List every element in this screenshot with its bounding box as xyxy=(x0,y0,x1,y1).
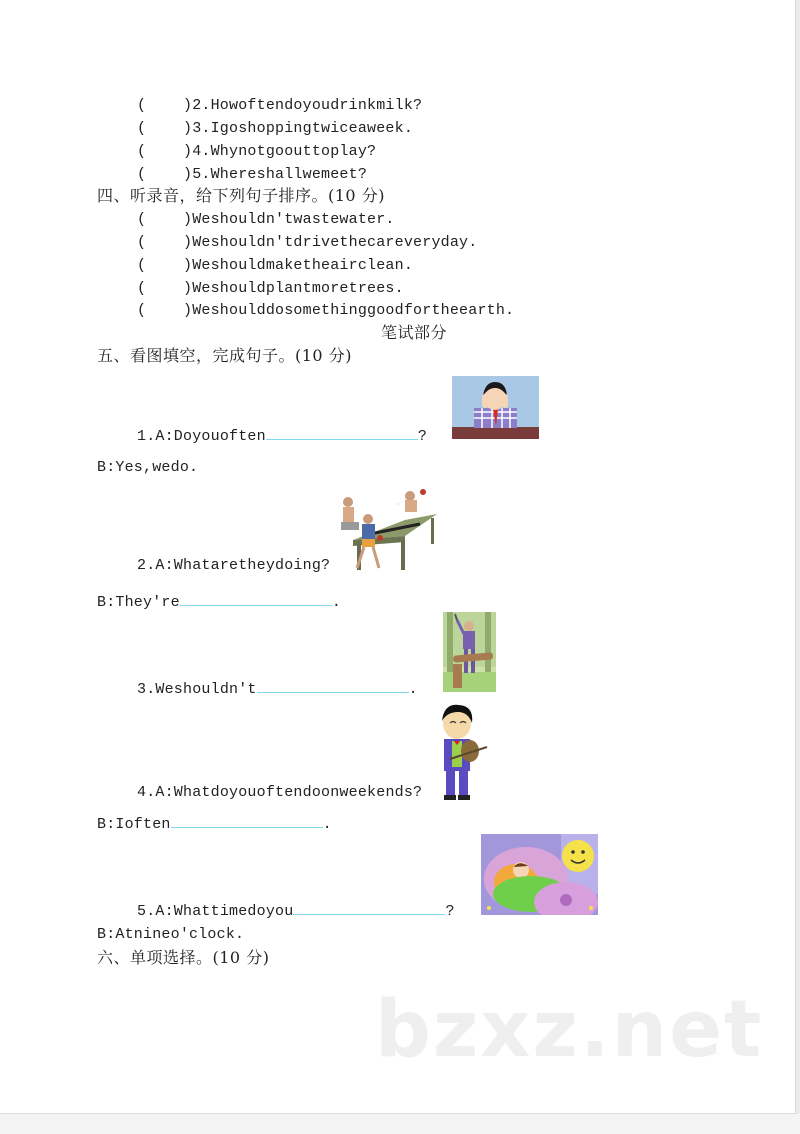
answer-line-2: B:They're . xyxy=(97,591,341,613)
listening-item: ( )5.Whereshallwemeet? xyxy=(137,166,368,183)
fill-item-3: 3.Weshouldn't . xyxy=(137,678,418,700)
section-6-title: 六、单项选择。(10 分) xyxy=(97,948,270,967)
fill-item-5: 5.A:Whattimedoyou ? xyxy=(137,900,455,922)
fill-item-1: 1.A:Doyouoften ? xyxy=(137,425,427,447)
ordering-item: ( )Weshoulddosomethinggoodfortheearth. xyxy=(137,302,515,319)
listening-item: ( )4.Whynotgoouttoplay? xyxy=(137,143,377,160)
answer-blank[interactable] xyxy=(180,591,332,606)
answer-blank[interactable] xyxy=(266,425,418,440)
answer-blank[interactable] xyxy=(257,678,409,693)
section-5-title: 五、看图填空，完成句子。(10 分) xyxy=(97,346,352,365)
page-gap xyxy=(0,1114,800,1134)
answer-line-1: B:Yes,wedo. xyxy=(97,459,199,476)
answer-line-5: B:Atnineo'clock. xyxy=(97,926,245,943)
answer-blank[interactable] xyxy=(171,813,323,828)
boy-covering-eyes-picture xyxy=(452,376,539,439)
fill-item-4: 4.A:Whatdoyouoftendoonweekends? xyxy=(137,784,423,801)
answer-line-4: B:Ioften . xyxy=(97,813,332,835)
written-part-heading: 笔试部分 xyxy=(381,323,448,342)
ping-pong-players-picture xyxy=(335,488,440,574)
answer-blank[interactable] xyxy=(293,900,445,915)
ordering-item: ( )Weshouldmaketheairclean. xyxy=(137,257,414,274)
ordering-item: ( )Weshouldn'twastewater. xyxy=(137,211,395,228)
boy-playing-violin-picture xyxy=(432,703,490,801)
man-cutting-tree-picture xyxy=(443,612,496,692)
ordering-item: ( )Weshouldplantmoretrees. xyxy=(137,280,404,297)
ordering-item: ( )Weshouldn'tdrivethecareveryday. xyxy=(137,234,478,251)
section-4-title: 四、听录音，给下列句子排序。(10 分) xyxy=(97,186,385,205)
child-sleeping-moon-picture xyxy=(481,834,598,915)
listening-item: ( )3.Igoshoppingtwiceaweek. xyxy=(137,120,414,137)
fill-item-2: 2.A:Whataretheydoing? xyxy=(137,557,331,574)
listening-item: ( )2.Howoftendoyoudrinkmilk? xyxy=(137,97,423,114)
watermark: bzxz.net xyxy=(375,985,764,1075)
